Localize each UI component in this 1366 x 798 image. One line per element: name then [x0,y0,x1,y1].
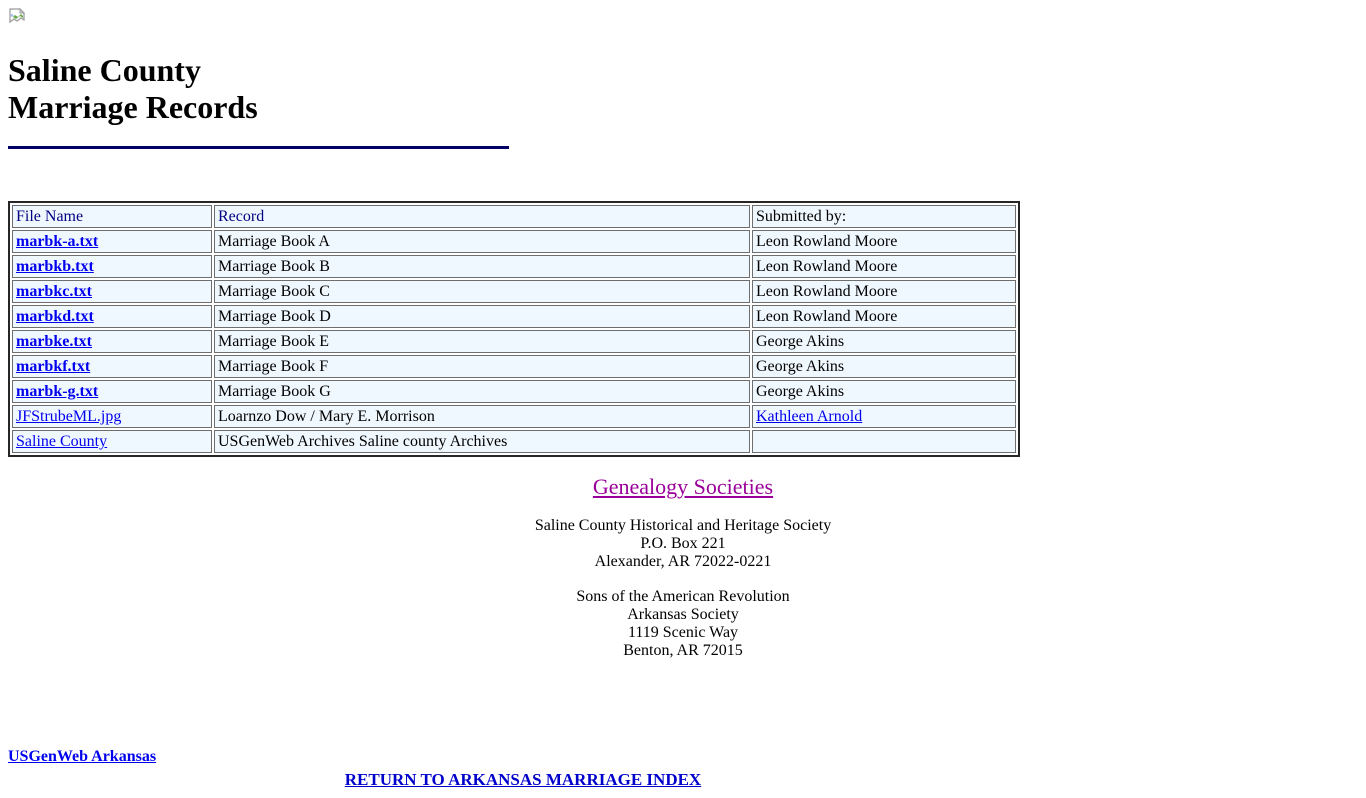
society1-po-box: P.O. Box 221 [640,535,726,552]
footer-left [8,748,1358,766]
record-cell: Marriage Book C [214,280,750,303]
file-link-saline-county[interactable]: Saline County [16,433,108,450]
submitter-cell: George Akins [752,355,1016,378]
submitter-cell: Leon Rowland Moore [752,230,1016,253]
submitter-cell: Leon Rowland Moore [752,280,1016,303]
page-title [8,52,1358,126]
footer-return [8,770,1038,790]
horizontal-rule [8,146,509,149]
genealogy-societies-link[interactable]: Genealogy Societies [592,474,774,499]
record-cell: Marriage Book D [214,305,750,328]
file-link-marbke[interactable]: marbke.txt [16,333,92,350]
table-row [12,430,1016,453]
page-title-line2: Marriage Records [8,89,258,125]
file-link-marbk-a[interactable]: marbk-a.txt [16,233,99,250]
record-cell: Marriage Book G [214,380,750,403]
society2-org: Arkansas Society [627,606,739,623]
record-cell: Marriage Book A [214,230,750,253]
broken-image-icon [8,8,27,27]
file-link-marbkc[interactable]: marbkc.txt [16,283,92,300]
table-row [12,380,1016,403]
record-cell: Marriage Book F [214,355,750,378]
submitter-cell: George Akins [752,330,1016,353]
record-cell: Marriage Book B [214,255,750,278]
submitter-cell: George Akins [752,380,1016,403]
file-link-marbkb[interactable]: marbkb.txt [16,258,94,275]
society2-name: Sons of the American Revolution [576,588,790,605]
table-row [12,355,1016,378]
society1-name: Saline County Historical and Heritage Society [534,517,832,534]
return-to-arkansas-marriage-index-link[interactable]: RETURN TO ARKANSAS MARRIAGE INDEX [344,770,702,789]
society-address-2 [8,588,1358,660]
society2-street: 1119 Scenic Way [627,624,739,641]
page-title-line1: Saline County [8,52,201,88]
society-address-1 [8,517,1358,571]
table-header-row [12,205,1016,228]
file-link-jfstrubeml[interactable]: JFStrubeML.jpg [16,408,122,425]
record-cell: Loarnzo Dow / Mary E. Morrison [214,405,750,428]
submitter-cell: Leon Rowland Moore [752,255,1016,278]
column-header-submitted-by: Submitted by: [752,205,1016,228]
submitter-cell: Leon Rowland Moore [752,305,1016,328]
societies-section [8,457,1358,660]
table-row [12,305,1016,328]
column-header-file-name: File Name [12,205,212,228]
table-row [12,230,1016,253]
record-cell: Marriage Book E [214,330,750,353]
society1-city: Alexander, AR 72022-0221 [594,553,772,570]
table-row [12,405,1016,428]
table-row [12,255,1016,278]
society2-city: Benton, AR 72015 [623,642,743,659]
file-link-marbk-g[interactable]: marbk-g.txt [16,383,99,400]
table-row [12,280,1016,303]
file-link-marbkd[interactable]: marbkd.txt [16,308,94,325]
usgenweb-arkansas-link[interactable]: USGenWeb Arkansas [8,748,157,765]
marriage-records-table [8,201,1020,457]
record-cell: USGenWeb Archives Saline county Archives [214,430,750,453]
table-row [12,330,1016,353]
empty-cell [752,430,1016,453]
column-header-record: Record [214,205,750,228]
file-link-marbkf[interactable]: marbkf.txt [16,358,91,375]
submitter-link-kathleen-arnold[interactable]: Kathleen Arnold [756,408,863,425]
